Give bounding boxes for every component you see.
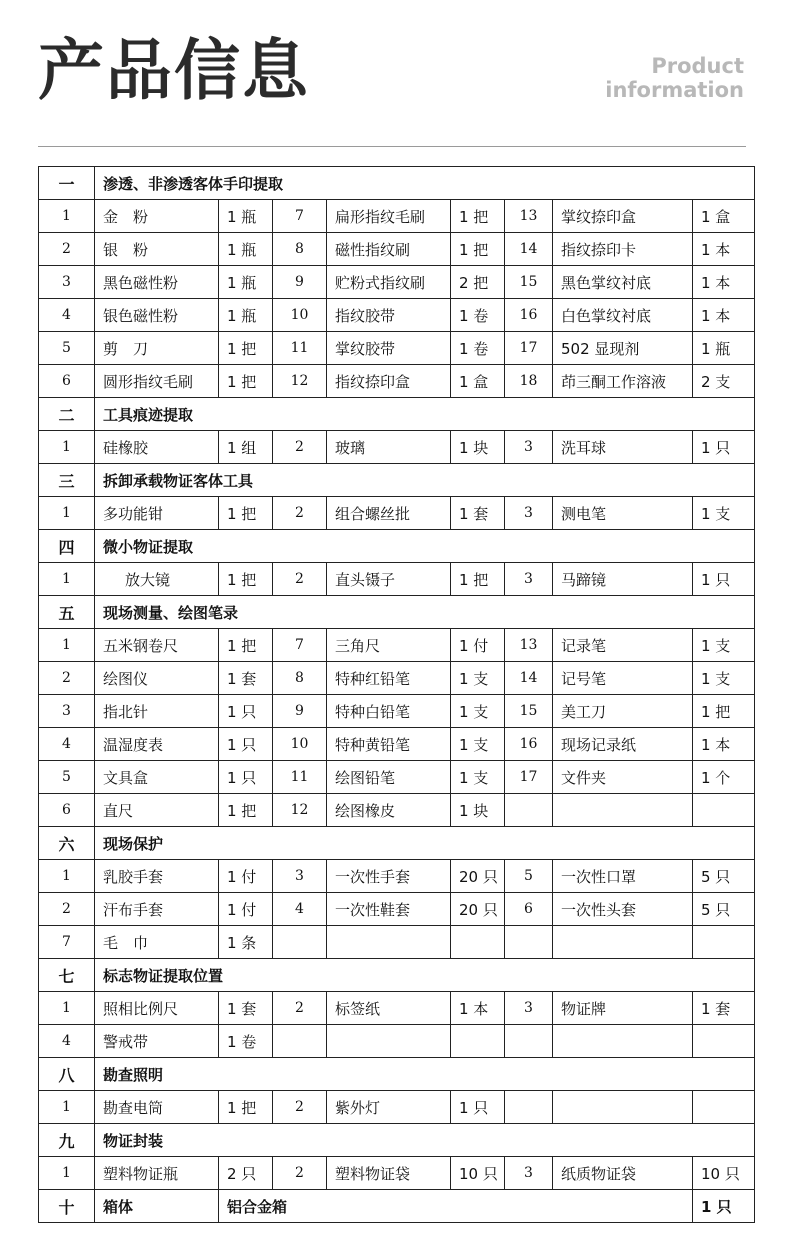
item-name: 特种黄铅笔 [327,728,451,761]
item-number: 14 [505,662,553,695]
item-number: 15 [505,266,553,299]
item-name: 白色掌纹衬底 [553,299,693,332]
table-row [39,1091,755,1124]
item-name: 圆形指纹毛刷 [95,365,219,398]
item-qty [693,1025,755,1058]
item-qty: 1 卷 [451,299,505,332]
item-qty: 1 把 [219,1091,273,1124]
item-number: 1 [39,431,95,464]
item-number: 10 [273,299,327,332]
item-number: 9 [273,266,327,299]
section-title: 勘查照明 [95,1058,755,1091]
item-name: 乳胶手套 [95,860,219,893]
item-qty: 1 盒 [693,200,755,233]
item-qty: 1 瓶 [219,299,273,332]
page-title: 产品信息 [38,32,310,109]
item-name: 指纹捺印盒 [327,365,451,398]
item-number: 5 [39,332,95,365]
table-row [39,200,755,233]
table-row [39,629,755,662]
table-row [39,761,755,794]
item-number: 3 [505,1157,553,1190]
item-qty: 1 把 [219,365,273,398]
item-qty: 1 支 [693,629,755,662]
product-table-body [39,167,755,1223]
item-qty: 20 只 [451,860,505,893]
item-qty [451,1025,505,1058]
footer-item: 铝合金箱 [219,1190,693,1223]
table-row [39,992,755,1025]
item-qty: 1 本 [693,233,755,266]
item-number: 13 [505,200,553,233]
item-qty: 2 只 [219,1157,273,1190]
item-name: 绘图仪 [95,662,219,695]
item-name: 玻璃 [327,431,451,464]
item-qty: 1 把 [219,497,273,530]
item-qty: 1 把 [219,563,273,596]
item-number: 1 [39,992,95,1025]
item-qty: 1 只 [219,761,273,794]
item-qty: 1 套 [693,992,755,1025]
item-qty: 1 支 [451,728,505,761]
item-qty: 1 本 [693,728,755,761]
item-qty: 1 支 [693,497,755,530]
footer-index: 十 [39,1190,95,1223]
item-qty: 1 支 [451,695,505,728]
table-row [39,860,755,893]
item-qty [693,1091,755,1124]
item-number: 2 [39,662,95,695]
item-qty: 10 只 [451,1157,505,1190]
item-number: 11 [273,332,327,365]
item-qty: 1 瓶 [219,266,273,299]
item-name: 硅橡胶 [95,431,219,464]
table-row [39,893,755,926]
item-name: 银 粉 [95,233,219,266]
item-number: 4 [39,728,95,761]
section-title: 拆卸承载物证客体工具 [95,464,755,497]
item-name [327,926,451,959]
section-index: 二 [39,398,95,431]
section-index: 七 [39,959,95,992]
item-name: 塑料物证瓶 [95,1157,219,1190]
item-name: 美工刀 [553,695,693,728]
item-name: 一次性口罩 [553,860,693,893]
item-name: 标签纸 [327,992,451,1025]
item-name: 五米钢卷尺 [95,629,219,662]
item-name: 绘图橡皮 [327,794,451,827]
item-qty [693,794,755,827]
item-name: 纸质物证袋 [553,1157,693,1190]
item-number: 5 [505,860,553,893]
item-name: 物证牌 [553,992,693,1025]
item-name: 磁性指纹刷 [327,233,451,266]
item-number: 3 [39,695,95,728]
item-name: 黑色磁性粉 [95,266,219,299]
item-qty [451,926,505,959]
item-name: 特种红铅笔 [327,662,451,695]
item-number: 2 [39,233,95,266]
table-row [39,1157,755,1190]
item-number [273,1025,327,1058]
table-row [39,497,755,530]
item-number: 10 [273,728,327,761]
item-name: 记录笔 [553,629,693,662]
item-number: 15 [505,695,553,728]
item-name [327,1025,451,1058]
item-number: 16 [505,728,553,761]
item-qty: 1 套 [219,662,273,695]
table-row [39,728,755,761]
item-number [505,1091,553,1124]
item-name [553,926,693,959]
item-name: 一次性手套 [327,860,451,893]
item-number: 3 [505,431,553,464]
item-name [553,1025,693,1058]
item-name: 洗耳球 [553,431,693,464]
item-number: 4 [39,299,95,332]
item-qty: 1 只 [219,695,273,728]
item-number [505,794,553,827]
item-name: 指北针 [95,695,219,728]
item-number: 1 [39,563,95,596]
item-name: 现场记录纸 [553,728,693,761]
item-number: 12 [273,365,327,398]
item-qty: 1 卷 [219,1025,273,1058]
item-name: 黑色掌纹衬底 [553,266,693,299]
product-table [38,166,755,1223]
item-name: 记号笔 [553,662,693,695]
item-qty: 5 只 [693,860,755,893]
item-qty: 1 支 [451,761,505,794]
item-number: 2 [273,1091,327,1124]
section-header-row [39,1058,755,1091]
item-number: 1 [39,200,95,233]
item-qty: 1 把 [219,794,273,827]
item-number: 2 [273,431,327,464]
item-qty: 1 只 [693,431,755,464]
item-qty: 1 付 [451,629,505,662]
section-header-row [39,827,755,860]
table-row [39,1025,755,1058]
item-number: 12 [273,794,327,827]
section-index: 九 [39,1124,95,1157]
table-row [39,332,755,365]
item-qty: 1 把 [451,563,505,596]
item-qty: 1 卷 [451,332,505,365]
section-index: 一 [39,167,95,200]
item-number: 7 [39,926,95,959]
item-number: 4 [39,1025,95,1058]
item-qty: 1 支 [693,662,755,695]
item-number: 8 [273,233,327,266]
item-number [505,1025,553,1058]
item-number: 7 [273,200,327,233]
subtitle-line-1: Product [651,54,744,78]
footer-qty: 1 只 [693,1190,755,1223]
item-number: 18 [505,365,553,398]
table-row [39,794,755,827]
item-number: 1 [39,860,95,893]
section-title: 工具痕迹提取 [95,398,755,431]
item-number: 2 [273,992,327,1025]
item-qty: 20 只 [451,893,505,926]
table-row [39,662,755,695]
item-qty: 1 把 [219,332,273,365]
item-number: 1 [39,1157,95,1190]
item-name: 贮粉式指纹刷 [327,266,451,299]
section-index: 六 [39,827,95,860]
item-number: 6 [505,893,553,926]
item-number: 2 [273,563,327,596]
item-qty: 2 把 [451,266,505,299]
item-name: 特种白铅笔 [327,695,451,728]
item-name: 茚三酮工作溶液 [553,365,693,398]
item-name: 勘查电筒 [95,1091,219,1124]
table-row [39,365,755,398]
item-name: 紫外灯 [327,1091,451,1124]
item-qty: 1 把 [219,629,273,662]
section-title: 微小物证提取 [95,530,755,563]
footer-row [39,1190,755,1223]
item-number: 3 [273,860,327,893]
item-qty: 1 支 [451,662,505,695]
item-number: 1 [39,1091,95,1124]
item-qty: 1 条 [219,926,273,959]
item-number: 6 [39,794,95,827]
item-number: 2 [273,1157,327,1190]
section-header-row [39,167,755,200]
item-number: 8 [273,662,327,695]
item-name [553,1091,693,1124]
section-header-row [39,959,755,992]
subtitle-line-2: information [605,78,744,102]
item-name: 照相比例尺 [95,992,219,1025]
item-number: 17 [505,332,553,365]
item-qty: 1 盒 [451,365,505,398]
item-number [273,926,327,959]
item-qty: 1 块 [451,431,505,464]
item-name: 汗布手套 [95,893,219,926]
item-name: 502 显现剂 [553,332,693,365]
item-qty: 1 组 [219,431,273,464]
item-number: 1 [39,629,95,662]
item-number: 6 [39,365,95,398]
item-qty: 1 块 [451,794,505,827]
table-row [39,695,755,728]
table-row [39,266,755,299]
item-qty: 1 套 [451,497,505,530]
item-number: 4 [273,893,327,926]
section-index: 三 [39,464,95,497]
item-number: 13 [505,629,553,662]
item-name: 马蹄镜 [553,563,693,596]
item-qty: 1 付 [219,893,273,926]
section-header-row [39,398,755,431]
item-name: 三角尺 [327,629,451,662]
item-name: 塑料物证袋 [327,1157,451,1190]
section-index: 四 [39,530,95,563]
item-qty: 1 本 [451,992,505,1025]
item-number: 1 [39,497,95,530]
item-number: 2 [273,497,327,530]
item-name: 毛 巾 [95,926,219,959]
item-qty: 1 瓶 [219,233,273,266]
item-qty: 1 瓶 [693,332,755,365]
footer-label: 箱体 [95,1190,219,1223]
item-name: 指纹胶带 [327,299,451,332]
item-name: 剪 刀 [95,332,219,365]
section-title: 现场保护 [95,827,755,860]
item-qty: 1 本 [693,299,755,332]
page-subtitle [605,54,744,102]
item-qty: 1 把 [451,200,505,233]
item-name: 掌纹捺印盒 [553,200,693,233]
item-name: 掌纹胶带 [327,332,451,365]
item-number: 3 [505,497,553,530]
item-number: 3 [505,563,553,596]
item-number [505,926,553,959]
item-qty: 1 瓶 [219,200,273,233]
table-row [39,299,755,332]
item-number: 3 [39,266,95,299]
section-header-row [39,596,755,629]
item-name: 文具盒 [95,761,219,794]
table-row [39,233,755,266]
section-index: 五 [39,596,95,629]
table-row [39,926,755,959]
item-qty [693,926,755,959]
item-name: 直头镊子 [327,563,451,596]
item-name: 温湿度表 [95,728,219,761]
section-header-row [39,1124,755,1157]
item-name: 组合螺丝批 [327,497,451,530]
item-qty: 1 把 [693,695,755,728]
item-name: 扁形指纹毛刷 [327,200,451,233]
item-qty: 1 只 [693,563,755,596]
item-name: 绘图铅笔 [327,761,451,794]
section-title: 渗透、非渗透客体手印提取 [95,167,755,200]
item-number: 14 [505,233,553,266]
item-name: 放大镜 [95,563,219,596]
section-title: 标志物证提取位置 [95,959,755,992]
item-name: 文件夹 [553,761,693,794]
section-header-row [39,530,755,563]
item-name: 警戒带 [95,1025,219,1058]
item-name: 金 粉 [95,200,219,233]
item-qty: 10 只 [693,1157,755,1190]
item-qty: 5 只 [693,893,755,926]
table-row [39,431,755,464]
item-name [553,794,693,827]
item-number: 5 [39,761,95,794]
item-qty: 1 本 [693,266,755,299]
item-qty: 1 只 [451,1091,505,1124]
item-number: 17 [505,761,553,794]
item-number: 7 [273,629,327,662]
item-number: 2 [39,893,95,926]
item-qty: 1 套 [219,992,273,1025]
header-divider [38,146,746,147]
section-title: 物证封装 [95,1124,755,1157]
item-qty: 2 支 [693,365,755,398]
item-name: 一次性鞋套 [327,893,451,926]
item-qty: 1 把 [451,233,505,266]
table-row [39,563,755,596]
item-number: 11 [273,761,327,794]
item-number: 16 [505,299,553,332]
item-number: 9 [273,695,327,728]
section-index: 八 [39,1058,95,1091]
section-header-row [39,464,755,497]
item-qty: 1 只 [219,728,273,761]
item-name: 测电笔 [553,497,693,530]
item-qty: 1 付 [219,860,273,893]
item-name: 银色磁性粉 [95,299,219,332]
section-title: 现场测量、绘图笔录 [95,596,755,629]
item-name: 多功能钳 [95,497,219,530]
item-name: 指纹捺印卡 [553,233,693,266]
item-number: 3 [505,992,553,1025]
item-name: 一次性头套 [553,893,693,926]
item-name: 直尺 [95,794,219,827]
item-qty: 1 个 [693,761,755,794]
